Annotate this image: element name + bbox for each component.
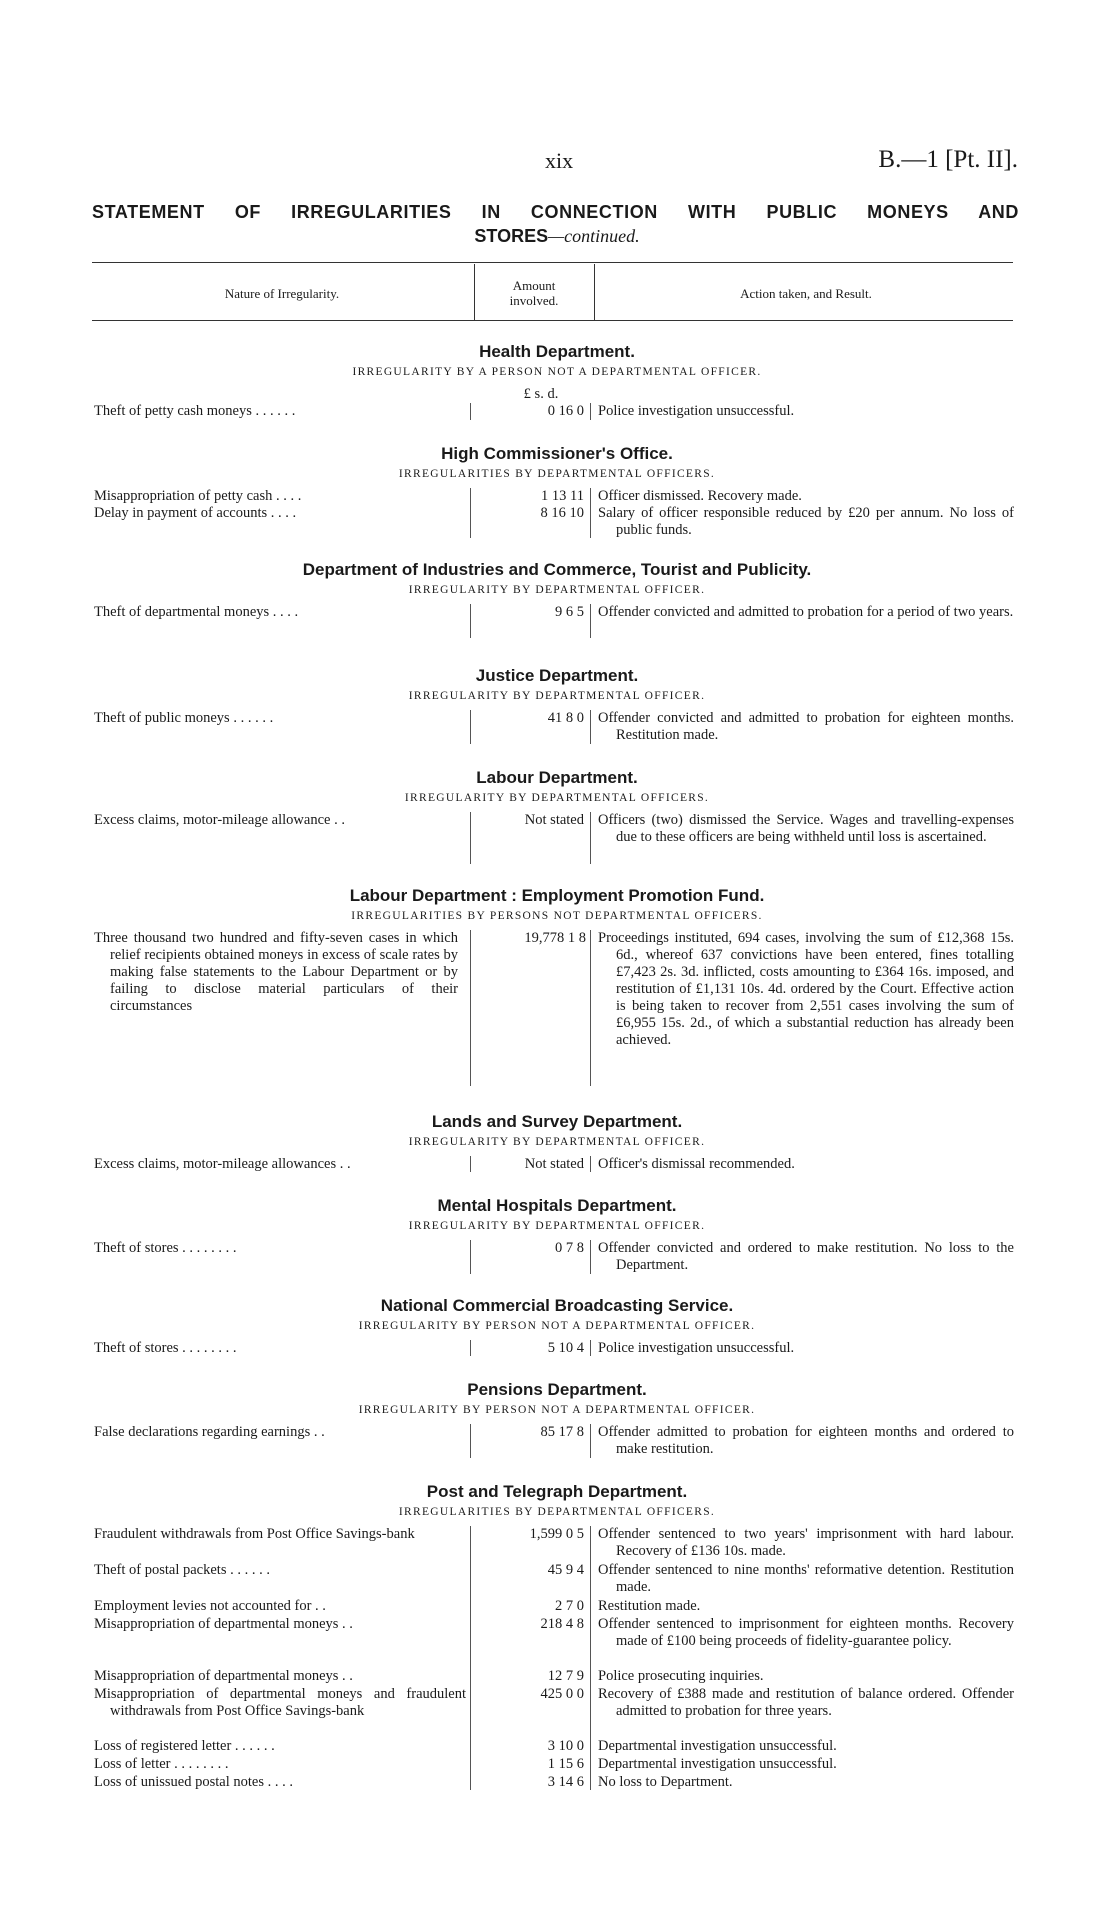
amount-cell: 1 15 6: [547, 1756, 584, 1772]
nature-cell: [94, 1526, 466, 1543]
section-justice: [0, 664, 1114, 746]
table-row: [0, 812, 1114, 866]
column-separator: [474, 264, 475, 320]
irregularity-type: IRREGULARITY BY DEPARTMENTAL OFFICER.: [408, 690, 706, 702]
amount-cell: 218 4 8: [540, 1616, 584, 1632]
section-health: [0, 340, 1114, 423]
column-rule: [470, 403, 471, 420]
action-cell: [598, 1240, 1014, 1274]
column-header-amount-line2: involved.: [509, 293, 559, 308]
department-heading: Lands and Survey Department.: [431, 1112, 683, 1131]
action-text: Officers (two) dismissed the Service. Wages and travelling-expenses due to these officers are being withheld until loss is ascertained.: [598, 812, 1014, 845]
column-rule: [470, 1340, 471, 1356]
action-text: Proceedings instituted, 694 cases, involving the sum of £12,368 15s. 6d., whereof 637 convictions have been entered, fines totalling £7,423 2s. 3d. inflicted, costs amounting to £364 16s. imposed, and restitution of £1,131 10s. 4d. ordered by the Court. Effective action is being taken to recover from 2,551 cases involving the sum of £6,955 15s. 2d., of which a substantial reduction has already been achieved.: [598, 930, 1014, 1048]
irregularity-type: IRREGULARITY BY DEPARTMENTAL OFFICER.: [408, 1220, 706, 1232]
nature-cell: Delay in payment of accounts . . . .: [94, 505, 297, 521]
department-heading: Labour Department.: [476, 768, 638, 787]
nature-cell: Loss of unissued postal notes . . . .: [94, 1774, 293, 1790]
irregularity-type: IRREGULARITY BY PERSON NOT A DEPARTMENTAL OFFICER.: [358, 1404, 756, 1416]
nature-cell: Excess claims, motor-mileage allowances . .: [94, 1156, 351, 1172]
column-rule: [470, 1424, 471, 1458]
table-row: [0, 1616, 1114, 1668]
nature-text: Fraudulent withdrawals from Post Office Savings-bank: [94, 1526, 415, 1542]
table-row: [0, 1686, 1114, 1738]
column-rule: [470, 1526, 471, 1790]
column-header-action: Action taken, and Result.: [740, 286, 872, 301]
table-row: [0, 1526, 1114, 1562]
action-text: Offender sentenced to nine months' reformative detention. Restitution made.: [598, 1562, 1014, 1595]
nature-cell: Theft of departmental moneys . . . .: [94, 604, 299, 620]
section-post-telegraph: [0, 1480, 1114, 1792]
action-text: Offender convicted and admitted to probation for eighteen months. Restitution made.: [598, 710, 1014, 743]
document-reference: B.—1 [Pt. II].: [878, 146, 1018, 173]
action-cell: Departmental investigation unsuccessful.: [598, 1756, 837, 1772]
amount-cell: 2 7 0: [555, 1598, 584, 1614]
nature-cell: Theft of postal packets . . . . . .: [94, 1562, 270, 1578]
action-cell: Officer dismissed. Recovery made.: [598, 488, 802, 504]
table-row: [0, 1756, 1114, 1774]
amount-cell: 85 17 8: [540, 1424, 584, 1440]
nature-cell: Misappropriation of departmental moneys . .: [94, 1616, 353, 1632]
nature-cell: Theft of petty cash moneys . . . . . .: [94, 403, 296, 419]
column-rule: [470, 604, 471, 638]
department-heading: Justice Department.: [475, 666, 639, 685]
amount-cell: 8 16 10: [540, 505, 584, 521]
column-rule: [470, 1156, 471, 1172]
table-row: [0, 1340, 1114, 1358]
action-text: Salary of officer responsible reduced by £20 per annum. No loss of public funds.: [598, 505, 1014, 538]
section-mental-hospitals: [0, 1194, 1114, 1276]
action-cell: [598, 1616, 1014, 1650]
statement-title: STATEMENT OF IRREGULARITIES IN CONNECTION WITH PUBLIC MONEYS AND: [92, 202, 1019, 222]
department-heading: Post and Telegraph Department.: [426, 1482, 688, 1501]
column-rule: [590, 403, 591, 420]
amount-cell: 9 6 5: [555, 604, 584, 620]
irregularity-type: IRREGULARITIES BY PERSONS NOT DEPARTMENTAL OFFICERS.: [351, 910, 763, 922]
column-rule: [590, 1156, 591, 1172]
department-heading: Pensions Department.: [467, 1380, 647, 1399]
column-rule: [470, 710, 471, 744]
department-heading: Department of Industries and Commerce, Tourist and Publicity.: [302, 560, 812, 579]
table-row: [0, 710, 1114, 746]
table-row: [0, 1668, 1114, 1686]
amount-cell: 3 14 6: [547, 1774, 584, 1790]
column-rule: [590, 710, 591, 744]
amount-cell: 41 8 0: [547, 710, 584, 726]
column-rule: [590, 1340, 591, 1356]
section-employment-promotion-fund: [0, 884, 1114, 1092]
nature-cell: Loss of letter . . . . . . . .: [94, 1756, 229, 1772]
amount-cell: 45 9 4: [547, 1562, 584, 1578]
column-rule: [590, 488, 591, 538]
section-high-commissioner: [0, 442, 1114, 541]
column-rule: [590, 930, 591, 1086]
amount-cell: 0 7 8: [555, 1240, 584, 1256]
department-heading: Mental Hospitals Department.: [437, 1196, 677, 1215]
column-rule: [470, 930, 471, 1086]
column-rule: [590, 1240, 591, 1274]
nature-cell: False declarations regarding earnings . .: [94, 1424, 325, 1440]
table-row: [0, 1598, 1114, 1616]
action-cell: Police prosecuting inquiries.: [598, 1668, 764, 1684]
column-rule: [470, 812, 471, 864]
irregularity-type: IRREGULARITY BY DEPARTMENTAL OFFICER.: [408, 584, 706, 596]
action-cell: [598, 812, 1014, 846]
table-row: [0, 604, 1114, 640]
irregularity-type: IRREGULARITIES BY DEPARTMENTAL OFFICERS.: [398, 1506, 716, 1518]
amount-cell: 3 10 0: [547, 1738, 584, 1754]
nature-cell: Theft of public moneys . . . . . .: [94, 710, 274, 726]
action-cell: [598, 1686, 1014, 1720]
action-cell: Officer's dismissal recommended.: [598, 1156, 795, 1172]
table-row: [0, 488, 1114, 505]
table-row: [0, 1738, 1114, 1756]
amount-cell: 5 10 4: [547, 1340, 584, 1356]
column-header-nature: Nature of Irregularity.: [224, 286, 340, 301]
action-cell: No loss to Department.: [598, 1774, 733, 1790]
action-text: Recovery of £388 made and restitution of balance ordered. Offender admitted to probation for three years.: [598, 1686, 1014, 1719]
table-row: [0, 1774, 1114, 1792]
action-cell: Police investigation unsuccessful.: [598, 403, 795, 419]
column-rule: [470, 488, 471, 538]
nature-cell: Misappropriation of departmental moneys . .: [94, 1668, 353, 1684]
department-heading: Health Department.: [479, 342, 635, 361]
column-separator: [594, 264, 595, 320]
department-heading: National Commercial Broadcasting Service.: [380, 1296, 734, 1315]
irregularity-type: IRREGULARITY BY DEPARTMENTAL OFFICERS.: [404, 792, 710, 804]
nature-text: Misappropriation of departmental moneys and fraudulent withdrawals from Post Office Savings-bank: [94, 1686, 466, 1719]
currency-header: £ s. d.: [523, 386, 559, 402]
amount-cell: 0 16 0: [547, 403, 584, 419]
title-continued-label: —continued.: [548, 226, 640, 246]
column-rule: [590, 812, 591, 864]
department-heading: Labour Department : Employment Promotion Fund.: [349, 886, 765, 905]
irregularity-type: IRREGULARITY BY DEPARTMENTAL OFFICER.: [408, 1136, 706, 1148]
action-text: Offender admitted to probation for eighteen months and ordered to make restitution.: [598, 1424, 1014, 1457]
title-second-line: STORES: [474, 226, 549, 246]
table-row: [0, 403, 1114, 423]
amount-cell: 19,778 1 8: [524, 930, 586, 946]
nature-cell: Loss of registered letter . . . . . .: [94, 1738, 275, 1754]
action-cell: Restitution made.: [598, 1598, 701, 1614]
nature-cell: Theft of stores . . . . . . . .: [94, 1340, 237, 1356]
column-rule: [470, 1240, 471, 1274]
table-row: [0, 1424, 1114, 1460]
amount-cell: 425 0 0: [540, 1686, 584, 1702]
section-pensions: [0, 1378, 1114, 1460]
table-row: [0, 1156, 1114, 1174]
nature-cell: Excess claims, motor-mileage allowance . .: [94, 812, 345, 828]
column-rule: [590, 1424, 591, 1458]
action-cell: [598, 930, 1014, 1049]
irregularity-type: IRREGULARITY BY A PERSON NOT A DEPARTMENTAL OFFICER.: [352, 366, 762, 378]
amount-cell: Not stated: [524, 812, 584, 828]
action-cell: Police investigation unsuccessful.: [598, 1340, 795, 1356]
column-rule: [590, 1526, 591, 1790]
currency-header-row: [0, 386, 1114, 403]
table-header-rule: [92, 320, 1013, 321]
action-text: Offender convicted and admitted to probation for a period of two years.: [598, 604, 1014, 620]
table-row: [0, 930, 1114, 1092]
action-text: Offender convicted and ordered to make restitution. No loss to the Department.: [598, 1240, 1014, 1273]
section-labour: [0, 766, 1114, 866]
nature-cell: [94, 1686, 466, 1720]
action-cell: [598, 1424, 1014, 1458]
nature-cell: Misappropriation of petty cash . . . .: [94, 488, 302, 504]
column-header-amount-line1: Amount: [512, 278, 556, 293]
nature-cell: Employment levies not accounted for . .: [94, 1598, 326, 1614]
section-industries-commerce: [0, 558, 1114, 640]
amount-cell: 1 13 11: [541, 488, 584, 504]
column-rule: [590, 604, 591, 638]
section-broadcasting: [0, 1294, 1114, 1358]
department-heading: High Commissioner's Office.: [441, 444, 673, 463]
action-cell: [598, 710, 1014, 744]
table-row: [0, 505, 1114, 541]
irregularity-type: IRREGULARITIES BY DEPARTMENTAL OFFICERS.: [398, 468, 716, 480]
action-cell: [598, 1526, 1014, 1560]
amount-cell: 12 7 9: [547, 1668, 584, 1684]
nature-cell: [94, 930, 458, 1015]
table-top-rule: [92, 262, 1013, 263]
action-cell: Departmental investigation unsuccessful.: [598, 1738, 837, 1754]
table-row: [0, 1562, 1114, 1598]
irregularity-type: IRREGULARITY BY PERSON NOT A DEPARTMENTAL OFFICER.: [358, 1320, 756, 1332]
amount-cell: 1,599 0 5: [529, 1526, 584, 1542]
amount-cell: Not stated: [524, 1156, 584, 1172]
section-lands-survey: [0, 1110, 1114, 1174]
action-text: Offender sentenced to imprisonment for eighteen months. Recovery made of £100 being proceeds of fidelity-guarantee policy.: [598, 1616, 1014, 1649]
action-cell: [598, 604, 1014, 621]
column-header-amount: [476, 278, 592, 308]
action-cell: [598, 1562, 1014, 1596]
nature-cell: Theft of stores . . . . . . . .: [94, 1240, 237, 1256]
nature-text: Three thousand two hundred and fifty-seven cases in which relief recipients obtained moneys in excess of scale rates by making false statements to the Labour Department or by failing to disclose material particulars of their circumstances: [94, 930, 458, 1014]
statement-title-continued: [0, 226, 1114, 247]
action-cell: [598, 505, 1014, 539]
table-row: [0, 1240, 1114, 1276]
action-text: Offender sentenced to two years' imprisonment with hard labour. Recovery of £136 10s. made.: [598, 1526, 1014, 1559]
page-number: xix: [545, 148, 574, 173]
